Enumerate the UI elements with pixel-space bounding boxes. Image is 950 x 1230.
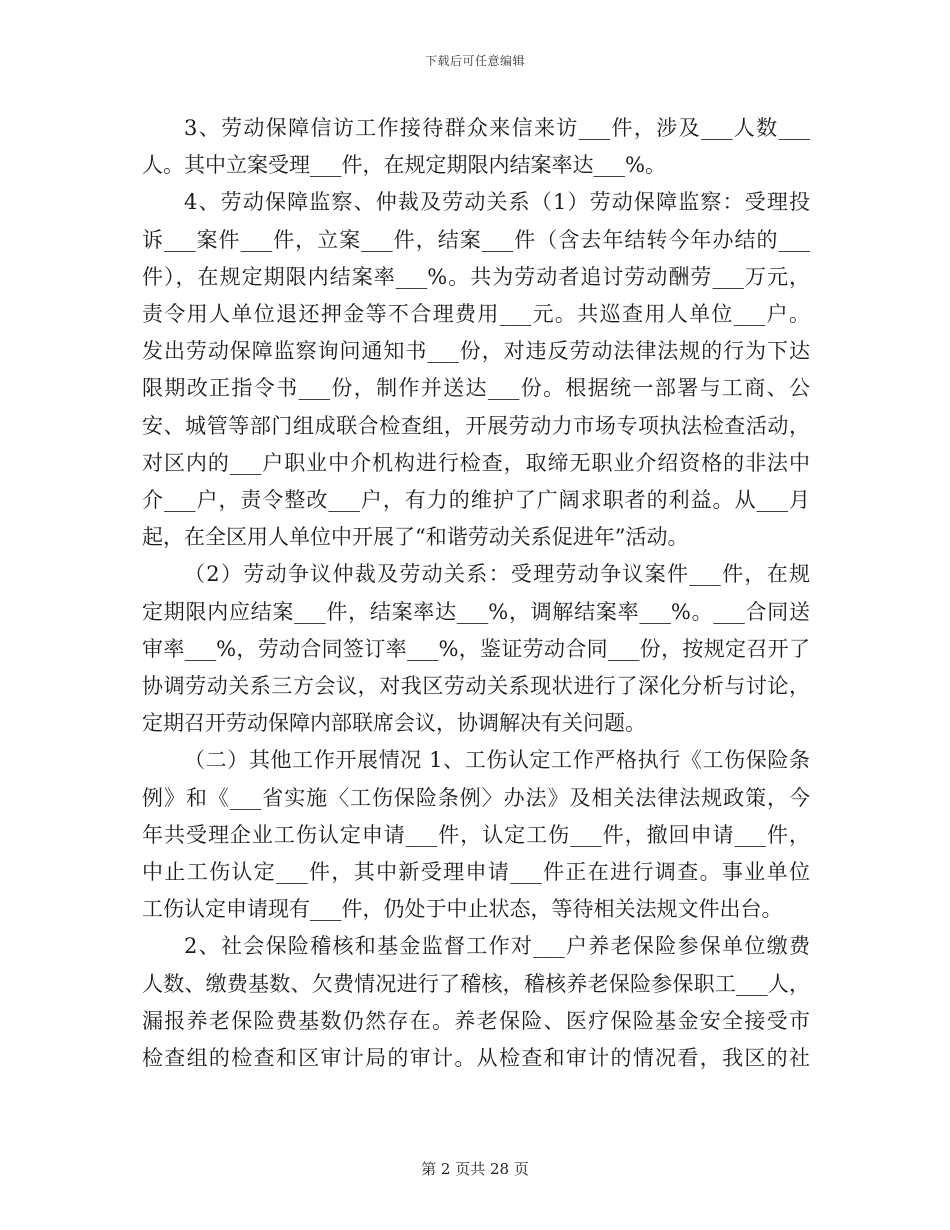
text-line: 审率___%，劳动合同签订率___%，鉴证劳动合同___份，按规定召开了 [142,636,810,661]
text-line: 限期改正指令书___份，制作并送达___份。根据统一部署与工商、公 [142,376,810,401]
text-line: （二）其他工作开展情况 1、工伤认定工作严格执行《工伤保险条 [184,748,810,773]
text-line: 安、城管等部门组成联合检查组，开展劳动力市场专项执法检查活动， [142,413,810,438]
text-line: 定期召开劳动保障内部联席会议，协调解决有关问题。 [142,711,646,736]
text-line: 人数、缴费基数、欠费情况进行了稽核，稽核养老保险参保职工___人， [142,971,810,996]
text-line: 3、劳动保障信访工作接待群众来信来访___件，涉及___人数___ [184,116,810,140]
text-line: 检查组的检查和区审计局的审计。从检查和审计的情况看，我区的社 [142,1046,810,1071]
page-number-footer: 第 2 页共 28 页 [421,1160,529,1178]
document-body [142,110,810,1077]
text-line: 年共受理企业工伤认定申请___件，认定工伤___件，撤回申请___件， [142,822,810,847]
paragraph-labor-arbitration [142,556,810,742]
text-line: 介___户，责令整改___户，有力的维护了广阔求职者的利益。从___月 [142,488,810,513]
text-line: 定期限内应结案___件，结案率达___%，调解结案率___%。___合同送 [142,599,810,624]
text-line: 人。其中立案受理___件，在规定期限内结案率达___%。 [142,153,666,178]
text-line: 4、劳动保障监察、仲裁及劳动关系（1）劳动保障监察：受理投 [184,190,810,215]
text-line: 责令用人单位退还押金等不合理费用___元。共巡查用人单位___户。 [142,302,810,327]
text-line: 2、社会保险稽核和基金监督工作对___户养老保险参保单位缴费 [184,934,810,959]
text-line: 对区内的___户职业中介机构进行检查，取缔无职业介绍资格的非法中 [142,450,810,475]
text-line: 起，在全区用人单位中开展了“和谐劳动关系促进年”活动。 [142,525,689,550]
paragraph-labor-inspection [142,184,810,556]
paragraph-work-injury [142,742,810,928]
text-line: 工伤认定申请现有___件，仍处于中止状态，等待相关法规文件出台。 [142,897,783,922]
text-line: 诉___案件___件，立案___件，结案___件（含去年结转今年办结的___ [142,227,810,252]
text-line: （2）劳动争议仲裁及劳动关系：受理劳动争议案件___件，在规 [184,562,810,587]
paragraph-social-insurance-audit [142,928,810,1077]
text-line: 中止工伤认定___件，其中新受理申请___件正在进行调查。事业单位 [142,860,810,885]
page-header-note: 下载后可任意编辑 [424,54,525,68]
paragraph-petition-stats [142,110,810,184]
text-line: 例》和《___省实施〈工伤保险条例〉办法》及相关法律法规政策，今 [142,785,810,810]
text-line: 件），在规定期限内结案率___%。共为劳动者追讨劳动酬劳___万元， [142,264,810,289]
text-line: 协调劳动关系三方会议，对我区劳动关系现状进行了深化分析与讨论， [142,674,810,699]
text-line: 漏报养老保险费基数仍然存在。养老保险、医疗保险基金安全接受市 [142,1008,810,1033]
text-line: 发出劳动保障监察询问通知书___份，对违反劳动法律法规的行为下达 [142,339,810,364]
